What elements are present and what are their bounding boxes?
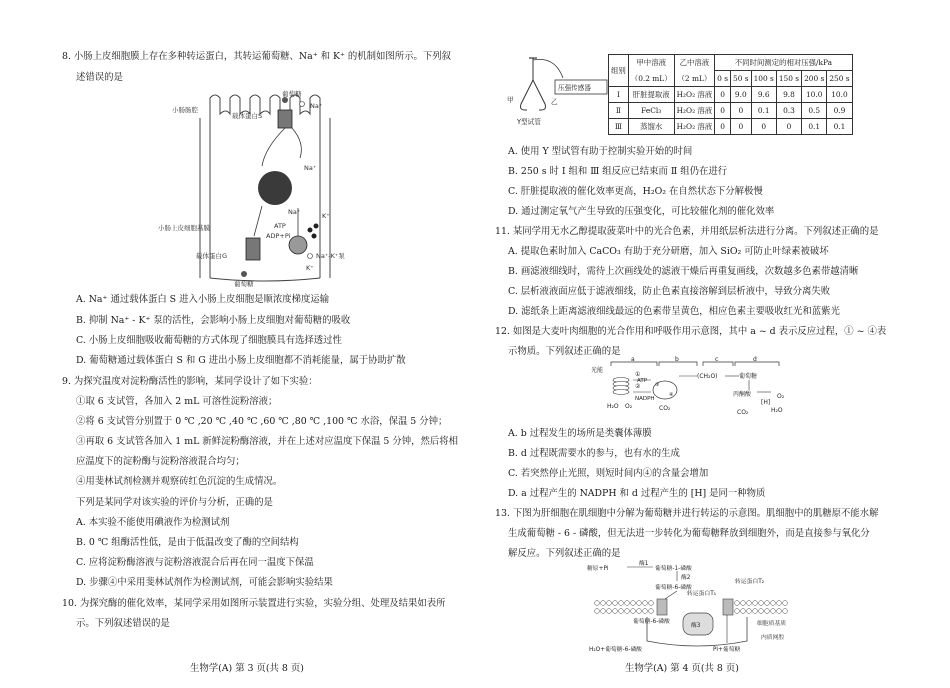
q12-stem-line-1: 12. 如图是大麦叶肉细胞的光合作用和呼吸作用示意图，其中 a ~ d 表示反应过程，① ~ ④表	[495, 326, 887, 337]
q12-stem-line-2: 示物质。下列叙述正确的是	[508, 346, 621, 357]
label-g1p: 葡萄糖-1-磷酸	[655, 566, 692, 572]
label-cytoplasm: 细胞质基质	[757, 621, 786, 627]
q8-stem-line-1: 8. 小肠上皮细胞膜上存在多种转运蛋白，其转运葡萄糖、Na⁺ 和 K⁺ 的机制如图所示。下列叙	[62, 51, 452, 62]
label-basement: 小肠上皮细胞基膜	[158, 224, 210, 232]
cell-value: 9.0	[731, 87, 752, 103]
q13-stem-line-1: 13. 下图为肝细胞在肌细胞中分解为葡萄糖并进行转运的示意图。肌细胞中的肌糖原不能水解	[495, 508, 879, 519]
q9-option-b: B. 0 ℃ 组酶活性低，是由于低温改变了酶的空间结构	[76, 537, 299, 548]
th-yi: 乙中溶液	[674, 55, 715, 71]
label-transporter-t1: 转运蛋白T₁	[687, 591, 717, 597]
th-time: 50 s	[731, 71, 752, 87]
label-h2o-g6p: H₂O+葡萄糖-6-磷酸	[589, 647, 642, 653]
label-c3: ③	[655, 382, 660, 388]
q11-option-d: D. 滤纸条上距离滤液细线最远的色素带呈黄色，相应色素主要吸收红光和蓝紫光	[508, 306, 840, 317]
label-d: d	[753, 356, 757, 363]
cell-value: 9.6	[751, 87, 776, 103]
label-h: [H]	[761, 399, 771, 406]
label-glucose-top: 葡萄糖	[282, 90, 302, 98]
label-pyruvate: 丙酮酸	[733, 391, 752, 398]
label-enzyme1: 酶1	[639, 561, 649, 567]
q9-step-2: ②将 6 支试管分别置于 0 ℃ ,20 ℃ ,40 ℃ ,60 ℃ ,80 ℃ ,100 ℃ 水浴，保温 5 分钟；	[76, 416, 448, 427]
label-a: a	[631, 356, 635, 363]
label-atp: ATP	[274, 222, 286, 230]
cell-yi: H₂O₂ 溶液	[674, 87, 715, 103]
label-ch2o: (CH₂O)	[697, 373, 718, 380]
label-atp: ATP	[637, 378, 648, 384]
q9-option-c: C. 应将淀粉酶溶液与淀粉溶液混合后再在同一温度下保温	[76, 557, 314, 568]
label-er-lumen: 内质网腔	[761, 635, 785, 641]
cell-yi: H₂O₂ 溶液	[674, 119, 715, 135]
label-k-lower: K⁺	[306, 264, 314, 272]
cell-value: 10.0	[827, 87, 852, 103]
table-row	[609, 87, 853, 103]
label-c4: ④	[669, 392, 674, 398]
q8-intestine-figure	[158, 88, 380, 288]
q9-step-1: ①取 6 支试管，各加入 2 mL 可溶性淀粉溶液；	[76, 396, 278, 407]
cell-group: Ⅲ	[609, 119, 629, 135]
cell-jia: FeCl₃	[628, 103, 674, 119]
q9-step-3-cont: 应温度下的淀粉酶与淀粉溶液混合均匀；	[76, 456, 245, 467]
q13-glycogen-figure	[587, 561, 827, 653]
label-carrier-g: 载体蛋白G	[196, 252, 228, 260]
q10-results-table	[608, 54, 853, 135]
cell-value: 0	[715, 87, 731, 103]
q9-option-a: A. 本实验不能使用碘液作为检测试剂	[76, 517, 230, 528]
q8-option-b: B. 抑制 Na⁺ - K⁺ 泵的活性，会影响小肠上皮细胞对葡萄糖的吸收	[76, 315, 351, 326]
cell-group: Ⅱ	[609, 103, 629, 119]
y-tube-apparatus	[503, 52, 615, 130]
cell-value: 0.5	[802, 103, 827, 119]
cell-jia: 肝脏提取液	[628, 87, 674, 103]
cell-value: 0.1	[802, 119, 827, 135]
label-na-top: Na⁺	[310, 102, 323, 110]
th-group: 组别	[609, 55, 629, 87]
q8-stem-line-2: 述错误的是	[76, 72, 123, 83]
label-o2: O₂	[625, 403, 633, 410]
q12-option-a: A. b 过程发生的场所是类囊体薄膜	[508, 428, 652, 439]
table-row	[609, 119, 853, 135]
cell-value: 0.3	[776, 103, 801, 119]
q9-stem: 9. 为探究温度对淀粉酶活性的影响，某同学设计了如下实验：	[62, 376, 318, 387]
q10-stem-line-1: 10. 为探究酶的催化效率，某同学采用如图所示装置进行实验，实验分组、处理及结果如表所	[62, 598, 446, 609]
label-enzyme3: 酶3	[691, 623, 701, 629]
label-o2-d: O₂	[777, 393, 785, 400]
q12-option-d: D. a 过程产生的 NADPH 和 d 过程产生的 [H] 是同一种物质	[508, 488, 766, 499]
cell-value: 0	[731, 103, 752, 119]
label-yi: 乙	[551, 98, 558, 106]
label-h2o: H₂O	[607, 403, 619, 410]
label-jia: 甲	[507, 96, 514, 104]
q10-stem-line-2: 示。下列叙述错误的是	[76, 618, 170, 629]
cell-value: 0.1	[827, 119, 852, 135]
th-time: 150 s	[776, 71, 801, 87]
q11-option-a: A. 提取色素时加入 CaCO₃ 有助于充分研磨，加入 SiO₂ 可防止叶绿素被破坏	[508, 246, 829, 257]
cell-value: 0	[715, 103, 731, 119]
q11-stem: 11. 某同学用无水乙醇提取菠菜叶中的光合色素，并用纸层析法进行分离。下列叙述正确的是	[495, 226, 879, 237]
label-adp: ADP+Pi	[266, 232, 291, 240]
table-row	[609, 103, 853, 119]
label-c: c	[715, 356, 719, 363]
cell-value: 0	[731, 119, 752, 135]
label-na-mid: Na⁺	[304, 164, 317, 172]
th-yi-vol: （2 mL）	[674, 71, 715, 87]
th-pressure: 不同时间测定的相对压强/kPa	[715, 55, 852, 71]
q9-step-3: ③再取 6 支试管各加入 1 mL 新鲜淀粉酶溶液，并在上述对应温度下保温 5 分钟，然后将相	[76, 436, 458, 447]
q10-option-d: D. 通过测定氧气产生导致的压强变化，可比较催化剂的催化效率	[508, 206, 775, 217]
label-pump: Na⁺-K⁺泵	[316, 252, 345, 260]
q13-stem-line-3: 解反应。下列叙述正确的是	[508, 548, 621, 559]
cell-jia: 蒸馏水	[628, 119, 674, 135]
label-c1: ①	[635, 371, 641, 378]
cell-value: 0.1	[751, 103, 776, 119]
label-g6p: 葡萄糖-6-磷酸	[655, 585, 692, 591]
label-h2o-d: H₂O	[771, 407, 783, 414]
label-carrier-s: 载体蛋白S	[232, 112, 263, 120]
q12-option-b: B. d 过程既需要水的参与，也有水的生成	[508, 448, 680, 459]
label-glucose-bottom: 葡萄糖	[234, 280, 254, 288]
label-g6p-2: 葡萄糖-6-磷酸	[633, 619, 670, 625]
footer-left: 生物学(A) 第 3 页(共 8 页)	[190, 663, 304, 674]
th-jia: 甲中溶液	[628, 55, 674, 71]
q10-option-a: A. 使用 Y 型试管有助于控制实验开始的时间	[508, 146, 693, 157]
cell-value: 0	[776, 119, 801, 135]
th-time: 100 s	[751, 71, 776, 87]
label-glucose: 葡萄糖	[739, 373, 758, 380]
q8-option-d: D. 葡萄糖通过载体蛋白 S 和 G 进出小肠上皮细胞都不消耗能量，属于协助扩散	[76, 355, 406, 366]
q12-photosynthesis-figure	[593, 358, 793, 420]
q10-option-c: C. 肝脏提取液的催化效率更高，H₂O₂ 在自然状态下分解极慢	[508, 186, 763, 197]
label-lumen: 小肠肠腔	[172, 106, 198, 114]
q11-option-c: C. 层析液液面应低于滤液细线，防止色素直接溶解到层析液中，导致分离失败	[508, 286, 831, 297]
cell-yi: H₂O₂ 溶液	[674, 103, 715, 119]
label-na-right: Na⁺	[288, 208, 301, 216]
footer-right: 生物学(A) 第 4 页(共 8 页)	[625, 663, 739, 674]
label-enzyme2: 酶2	[681, 575, 691, 581]
q10-option-b: B. 250 s 时 Ⅰ 组和 Ⅲ 组反应已结束而 Ⅱ 组仍在进行	[508, 166, 728, 177]
label-sensor: 压强传感器	[558, 84, 591, 92]
th-time: 0 s	[715, 71, 731, 87]
page-right	[475, 0, 950, 688]
th-jia-vol: （0.2 mL）	[628, 71, 674, 87]
label-glycogen: 糖原+Pi	[587, 566, 609, 572]
th-time: 200 s	[802, 71, 827, 87]
label-light: 光能	[591, 367, 604, 374]
th-time: 250 s	[827, 71, 852, 87]
q8-option-c: C. 小肠上皮细胞吸收葡萄糖的方式体现了细胞膜具有选择透过性	[76, 335, 342, 346]
cell-value: 10.0	[802, 87, 827, 103]
cell-value: 0	[751, 119, 776, 135]
label-c2: ②	[635, 383, 641, 390]
label-b: b	[675, 356, 679, 363]
cell-value: 0.9	[827, 103, 852, 119]
q9-question: 下列是某同学对该实验的评价与分析，正确的是	[76, 497, 273, 508]
q12-option-c: C. 若突然停止光照，则短时间内④的含量会增加	[508, 468, 709, 479]
cell-value: 9.8	[776, 87, 801, 103]
cell-group: Ⅰ	[609, 87, 629, 103]
q9-option-d: D. 步骤④中采用斐林试剂作为检测试剂，可能会影响实验结果	[76, 577, 333, 588]
label-y-tube: Y型试管	[517, 118, 541, 126]
label-k-right: K⁺	[322, 212, 330, 220]
cell-value: 0	[715, 119, 731, 135]
q11-option-b: B. 画滤液细线时，需待上次画线处的滤液干燥后再重复画线，次数越多色素带越清晰	[508, 266, 859, 277]
q13-stem-line-2: 生成葡萄糖 - 6 - 磷酸，但无法进一步转化为葡萄糖释放到细胞外，而是直接参与氧化分	[508, 528, 870, 539]
label-nadph: NADPH	[635, 396, 655, 402]
q8-option-a: A. Na⁺ 通过载体蛋白 S 进入小肠上皮细胞是顺浓度梯度运输	[76, 294, 330, 305]
q9-step-4: ④用斐林试剂检测并观察砖红色沉淀的生成情况。	[76, 476, 283, 487]
label-co2-d: CO₂	[737, 409, 749, 416]
label-co2-b: CO₂	[659, 405, 671, 412]
label-pi-glucose: Pi+葡萄糖	[713, 647, 741, 653]
label-transporter-t2: 转运蛋白T₂	[735, 579, 765, 585]
